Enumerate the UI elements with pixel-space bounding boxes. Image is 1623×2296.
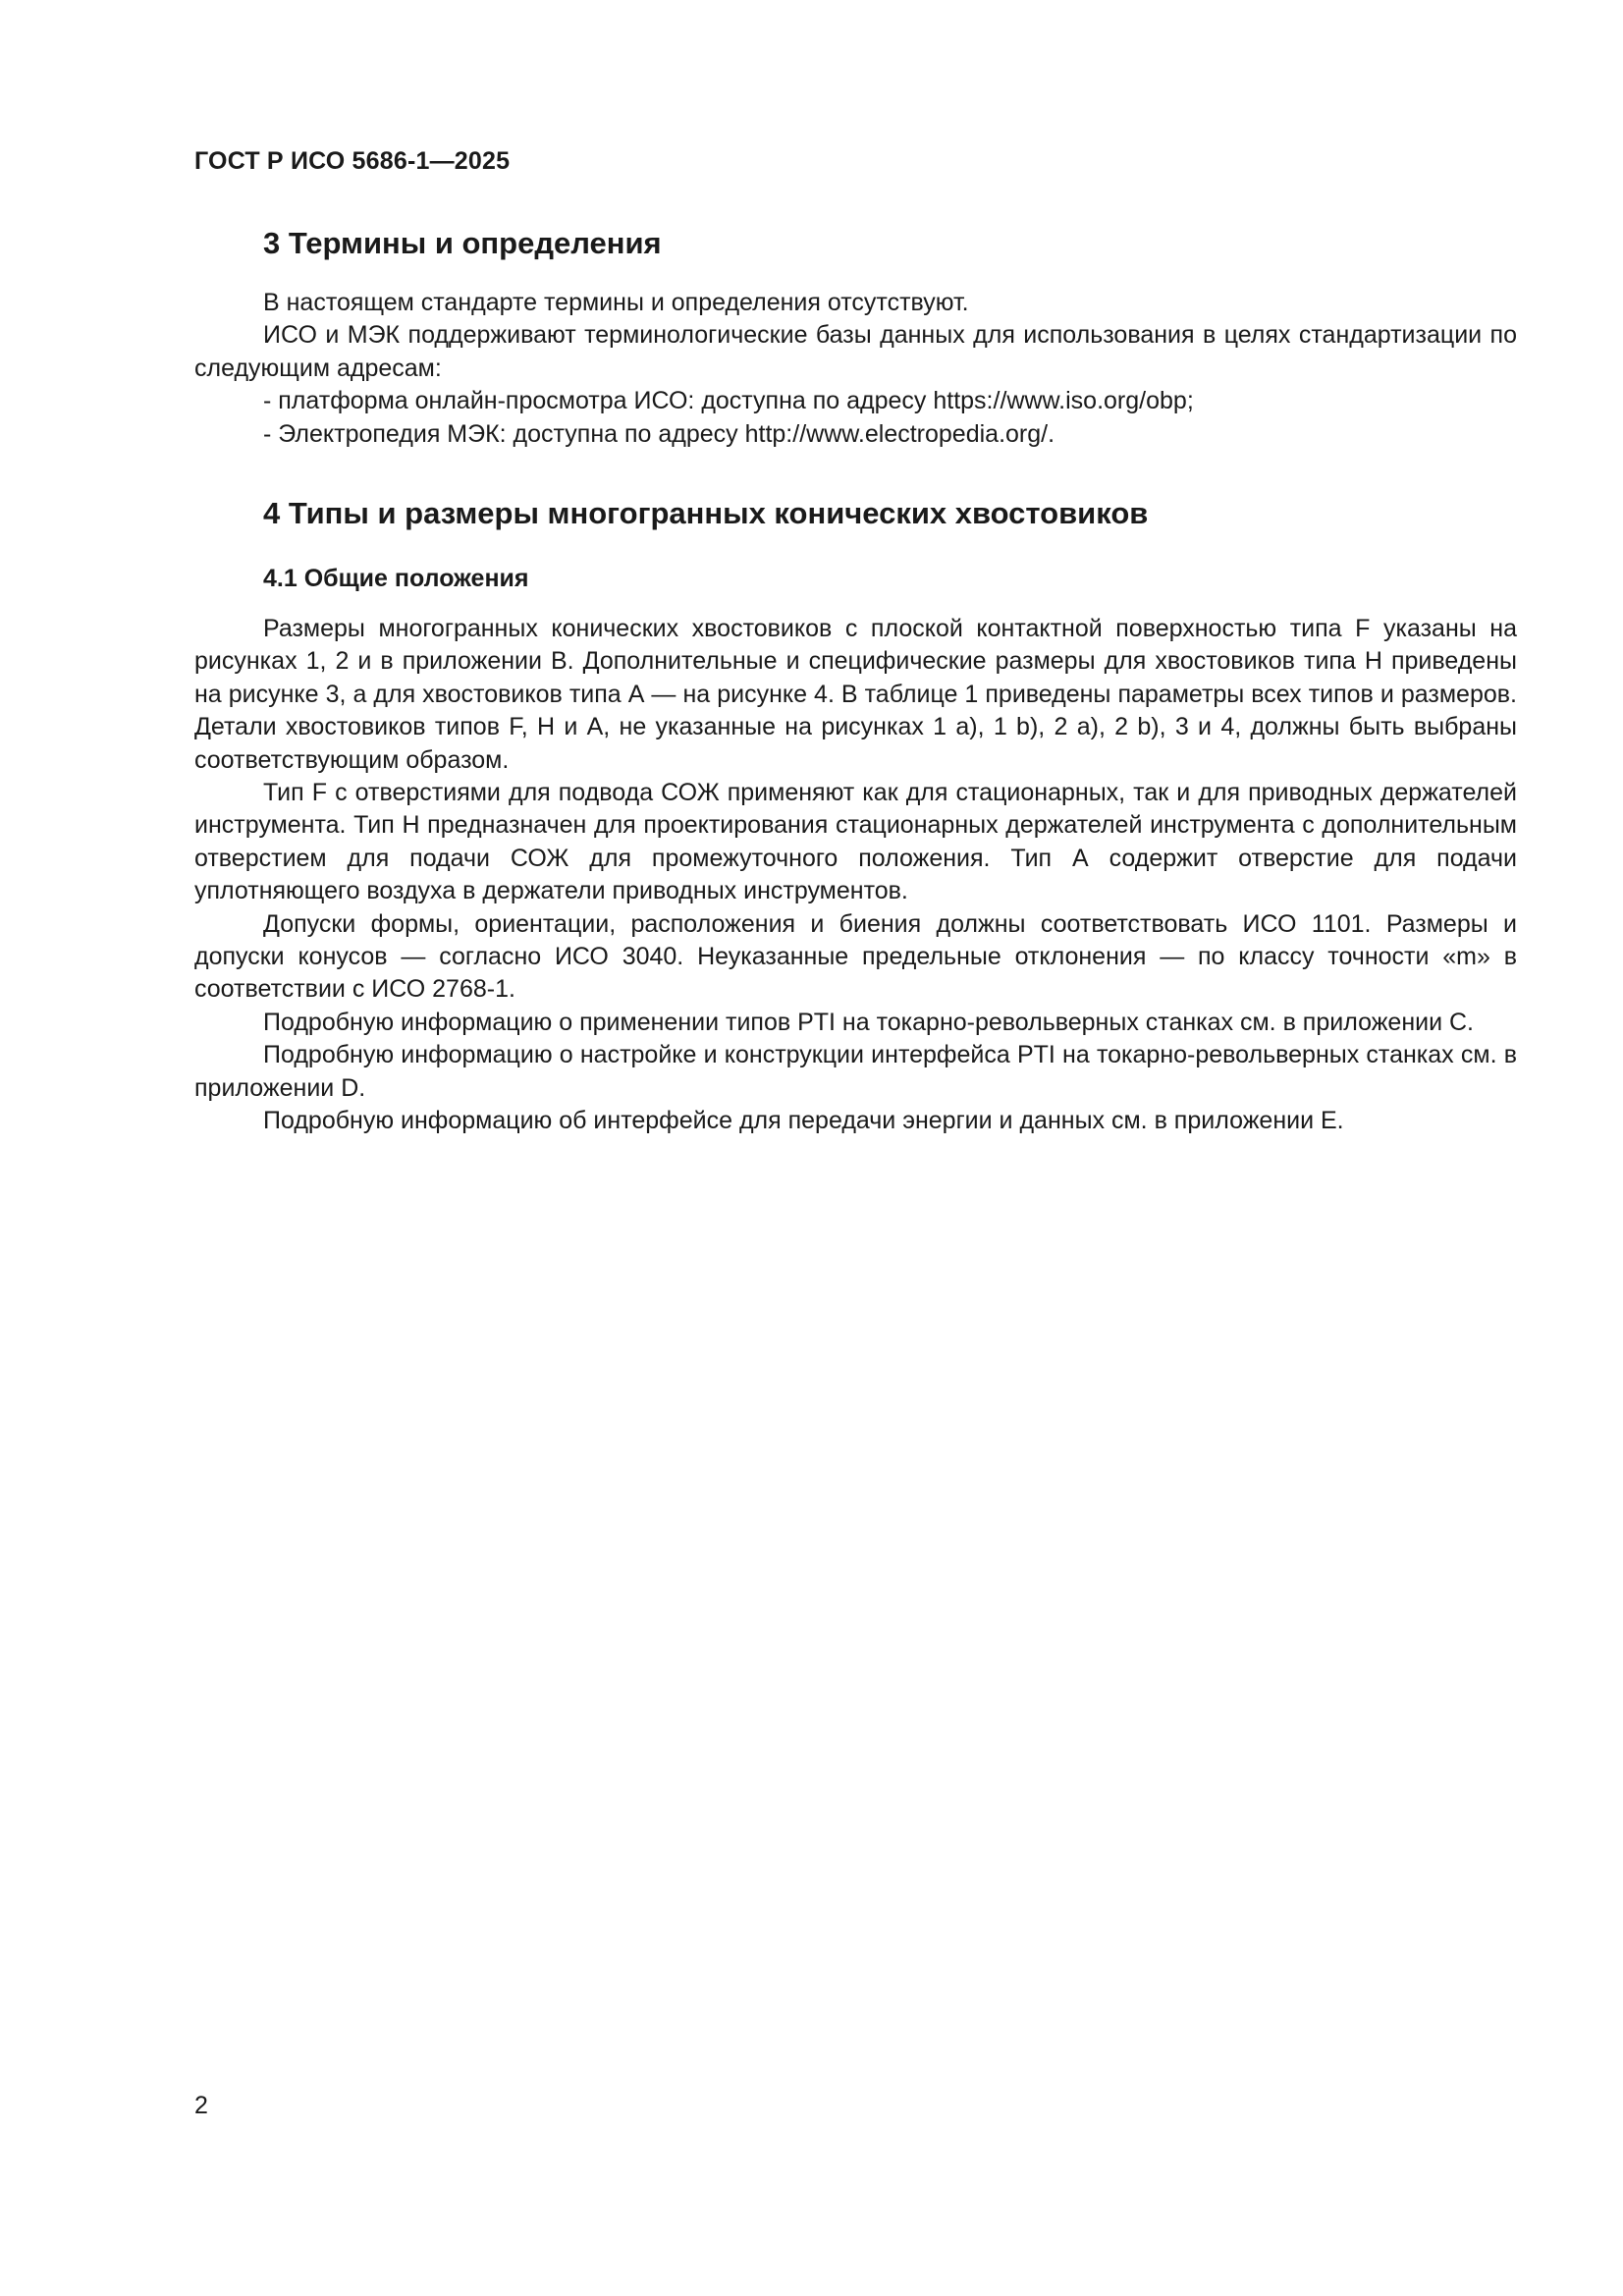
subsection-4-1-paragraph: Подробную информацию о применении типов PTI на токарно-револьверных станках см. в приложении С.	[263, 1008, 1475, 1036]
section-4-title: 4 Типы и размеры многогранных конических хвостовиков	[263, 496, 1149, 530]
section-3-body	[194, 287, 1517, 451]
section-3-list-item: - Электропедия МЭК: доступна по адресу http://www.electropedia.org/.	[263, 419, 1055, 448]
subsection-4-1-paragraph: Допуски формы, ориентации, расположения и биения должны соответствовать ИСО 1101. Размеры и допуски конусов — согласно ИСО 3040. Неуказанные предельные отклонения — по классу точности «m» в соответствии с ИСО 2768-1.	[194, 909, 1517, 1004]
section-3-list-item: - платформа онлайн-просмотра ИСО: доступна по адресу https://www.iso.org/obp;	[263, 387, 1194, 415]
page-number: 2	[194, 2092, 208, 2119]
subsection-4-1-title: 4.1 Общие положения	[263, 565, 529, 592]
subsection-4-1-paragraph: Размеры многогранных конических хвостовиков с плоской контактной поверхностью типа F указаны на рисунках 1, 2 и в приложении В. Дополнительные и специфические размеры для хвостовиков типа Н приведены на рисунке 3, а для хвостовиков типа А — на рисунке 4. В таблице 1 приведены параметры всех типов и размеров. Детали хвостовиков типов F, Н и А, не указанные на рисунках 1 а), 1 b), 2 а), 2 b), 3 и 4, должны быть выбраны соответствующим образом.	[194, 615, 1517, 774]
subsection-4-1-paragraph: Подробную информацию об интерфейсе для передачи энергии и данных см. в приложении Е.	[263, 1107, 1344, 1135]
subsection-4-1-paragraph: Тип F с отверстиями для подвода СОЖ применяют как для стационарных, так и для приводных держателей инструмента. Тип Н предназначен для проектирования стационарных держателей инструмента с дополнительным отверстием для подачи СОЖ для промежуточного положения. Тип А содержит отверстие для подачи уплотняющего воздуха в держатели приводных инструментов.	[194, 779, 1517, 905]
section-3-title: 3 Термины и определения	[263, 226, 662, 260]
section-3-paragraph: В настоящем стандарте термины и определения отсутствуют.	[263, 289, 969, 316]
document-code-header: ГОСТ Р ИСО 5686-1—2025	[194, 147, 511, 175]
subsection-4-1-body	[194, 613, 1517, 1138]
subsection-4-1-paragraph: Подробную информацию о настройке и конструкции интерфейса PTI на токарно-револьверных станках см. в приложении D.	[194, 1041, 1517, 1102]
section-3-paragraph: ИСО и МЭК поддерживают терминологические базы данных для использования в целях стандартизации по следующим адресам:	[194, 321, 1517, 382]
